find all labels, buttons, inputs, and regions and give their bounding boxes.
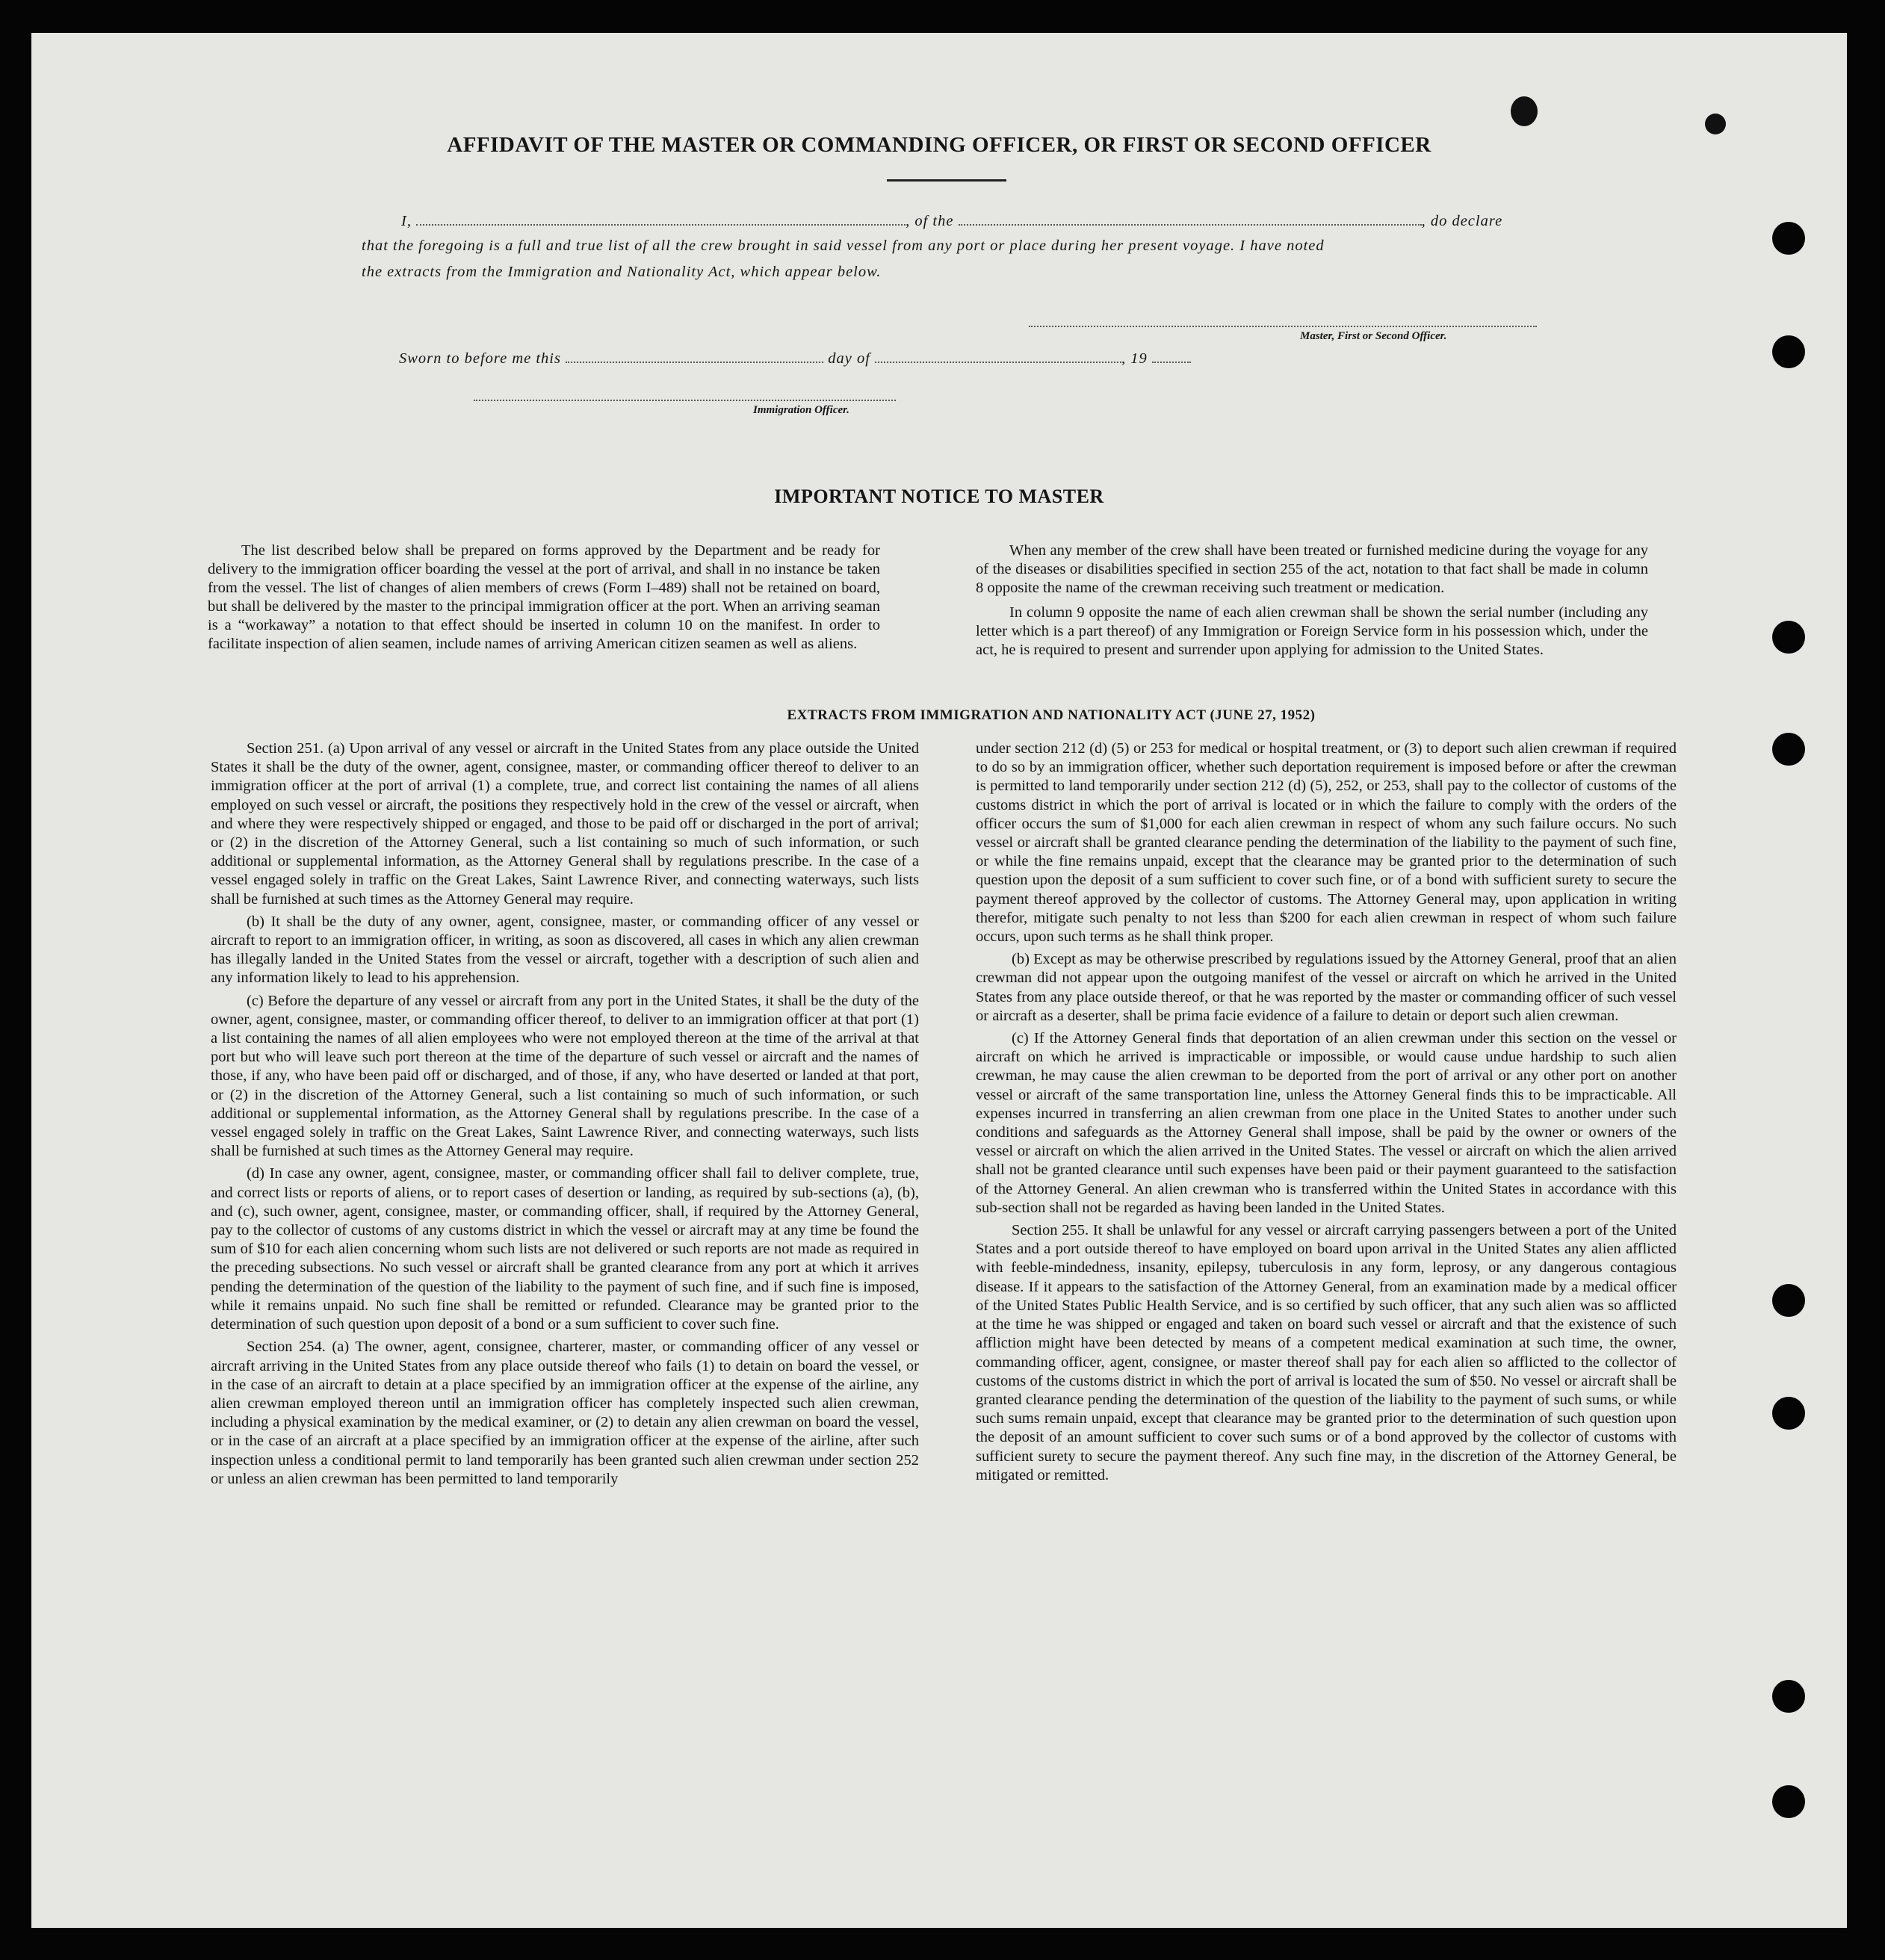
- punch-hole: [1772, 621, 1805, 654]
- notice-left-column: [208, 542, 880, 660]
- master-signature-line: [1029, 326, 1537, 327]
- day-of-label: day of: [828, 350, 870, 367]
- section-254-b: (b) Except as may be otherwise prescribed by regulations issued by the Attorney General, proof that an alien crewman did not appear upon the outgoing manifest of the vessel or aircraft on which he arrived in the United States from any place outside thereof, or that he was reported by the master or commanding officer of such vessel or aircraft as a deserter, shall be prima facie evidence of a failure to detain or deport such alien crewman.: [976, 951, 1677, 1024]
- section-254-c: (c) If the Attorney General finds that deportation of an alien crewman under this section on the vessel or aircraft on which he arrived is impracticable or impossible, or would cause undue hardship to such alien crewman, he may cause the alien crewman to be deported from the port of arrival or any other port on another vessel or aircraft of the same transportation line, unless the Attorney General finds this to be impracticable. All expenses incurred in transferring an alien crewman from one place in the United States to another under such conditions and safeguards as the Attorney General shall impose, shall be paid by the owner or owners of the vessel or aircraft on which the alien arrived in the United States. The vessel or aircraft on which the alien arrived shall not be granted clearance until such expenses have been paid or their payment guaranteed to the satisfaction of the Attorney General. An alien crewman who is transferred within the United States in accordance with this sub-section shall not be regarded as having been landed in the United States.: [976, 1030, 1677, 1216]
- notice-title: IMPORTANT NOTICE TO MASTER: [774, 486, 1104, 507]
- year-label: , 19: [1121, 350, 1148, 367]
- notice-right-para-2: In column 9 opposite the name of each alien crewman shall be shown the serial number (including any letter which is a part thereof) of any Immigration or Foreign Service form in his possession which, under the act, he is required to present and surrender upon applying for admission to the United States.: [976, 604, 1648, 658]
- notice-left-para: The list described below shall be prepared on forms approved by the Department and be ready for delivery to the immigration officer boarding the vessel at the port of arrival, and shall in no instance be taken from the vessel. The list of changes of alien members of crews (Form I–489) shall not be retained on board, but shall be delivered by the master to the principal immigration officer at the port. When an arriving seaman is a “workaway” a notation to that effect should be inserted in column 10 on the manifest. In order to facilitate inspection of alien seamen, include names of arriving American citizen seamen as well as aliens.: [208, 542, 880, 652]
- section-254-a: Section 254. (a) The owner, agent, consignee, charterer, master, or commanding officer of any vessel or aircraft arriving in the United States from any place outside thereof who fails (1) to detain on board the vessel, or in the case of an aircraft to detain at a place specified by an immigration officer at the expense of the airline, any alien crewman employed thereon until an immigration officer has completely inspected such alien crewman, including a physical examination by the medical examiner, or (2) to detain any alien crewman on board the vessel, or in the case of an aircraft at a place specified by an immigration officer at the expense of the airline, after such inspection unless a conditional permit to land temporarily has been granted such alien crewman under section 252 or unless an alien crewman has been permitted to land temporarily: [211, 1339, 919, 1487]
- extracts-left-column: [211, 739, 919, 1492]
- title-underline: [887, 179, 1006, 182]
- declaration-text-3: the extracts from the Immigration and Nationality Act, which appear below.: [362, 264, 882, 280]
- sworn-label: Sworn to before me this: [399, 350, 561, 367]
- ink-speck: [1705, 114, 1726, 134]
- declaration-text-2: that the foregoing is a full and true list of all the crew brought in said vessel from any port or place during her present voyage. I have noted: [362, 238, 1325, 254]
- punch-hole: [1772, 733, 1805, 766]
- punch-hole: [1772, 1397, 1805, 1430]
- punch-hole: [1772, 1785, 1805, 1818]
- section-251-a: Section 251. (a) Upon arrival of any vessel or aircraft in the United States from any place outside the United States it shall be the duty of the owner, agent, consignee, master, or commanding officer thereof to deliver to an immigration officer at the port of arrival (1) a complete, true, and correct list containing the names of all aliens employed on such vessel or aircraft, the positions they respectively hold in the crew of the vessel or aircraft, when and where they were respectively shipped or engaged, and those to be paid off or discharged in the port of arrival; or (2) in the discretion of the Attorney General, such a list containing so much of such information, or such additional or supplemental information, as the Attorney General shall by regulations prescribe. In the case of a vessel engaged solely in traffic on the Great Lakes, Saint Lawrence River, and connecting waterways, such lists shall be furnished at such times as the Attorney General may require.: [211, 740, 919, 908]
- do-declare-label: , do declare: [1421, 213, 1503, 229]
- ink-speck: [1511, 96, 1538, 126]
- month-blank: [875, 348, 1121, 363]
- master-caption: Master, First or Second Officer.: [1300, 330, 1447, 342]
- of-the-label: , of the: [906, 213, 954, 229]
- affidavit-title: AFFIDAVIT OF THE MASTER OR COMMANDING OFFICER, OR FIRST OR SECOND OFFICER: [447, 133, 1431, 157]
- extracts-title: EXTRACTS FROM IMMIGRATION AND NATIONALITY ACT (JUNE 27, 1952): [787, 707, 1316, 723]
- section-251-b: (b) It shall be the duty of any owner, agent, consignee, master, or commanding officer of any vessel or aircraft to report to an immigration officer, in writing, as soon as discovered, all cases in which any alien crewman has illegally landed in the United States from the vessel or aircraft, together with a description of such alien and any information likely to lead to his apprehension.: [211, 913, 919, 987]
- officer-signature-line: [474, 400, 896, 401]
- officer-caption: Immigration Officer.: [753, 404, 849, 416]
- section-251-d: (d) In case any owner, agent, consignee, master, or commanding officer shall fail to deliver complete, true, and correct lists or reports of aliens, or to report cases of desertion or landing, as required by sub-sections (a), (b), and (c), such owner, agent, consignee, master, or commanding officer, shall, if required by the Attorney General, pay to the collector of customs of any customs district in which the vessel or aircraft may at any time be found the sum of $10 for each alien concerning whom such lists are not delivered or such reports are not made as required in the preceding subsections. No such vessel or aircraft shall be granted clearance from any port at which it arrives pending the determination of the question of the liability to the payment of such fine, and if such fine is imposed, while it remains unpaid. No such fine shall be remitted or refunded. Clearance may be granted prior to the determination of such question upon deposit of a bond or a sum sufficient to cover such fine.: [211, 1165, 919, 1333]
- extracts-right-column: [976, 739, 1677, 1489]
- document-page: [31, 33, 1847, 1928]
- name-blank: [416, 211, 906, 226]
- section-254-a-continued: under section 212 (d) (5) or 253 for medical or hospital treatment, or (3) to deport such alien crewman if required to do so by an immigration officer, whether such deportation requirement is imposed before or after the crewman is permitted to land temporarily under section 212 (d) (5), 252, or 253, shall pay to the collector of customs of the customs district in which the port of arrival is located or in which the failure to comply with the orders of the officer occurs the sum of $1,000 for each alien crewman in respect of whom any such failure occurs. No such vessel or aircraft shall be granted clearance pending the determination of the liability to the payment of such fine, or while the fine remains unpaid, except that the clearance may be granted prior to the determination of such question upon the deposit of a sum sufficient to cover such fine, or of a bond with sufficient surety to secure the payment thereof approved by the collector of customs. The Attorney General may, upon application in writing therefor, mitigate such penalty to not less than $200 for each alien crewman in respect of whom such failure occurs, upon such terms as he shall think proper.: [976, 740, 1677, 946]
- punch-hole: [1772, 222, 1805, 255]
- sworn-line: [399, 348, 1191, 368]
- vessel-blank: [959, 211, 1422, 226]
- section-255: Section 255. It shall be unlawful for any vessel or aircraft carrying passengers between a port of the United States and a port outside thereof to have employed on board upon arrival in the United States any alien afflicted with feeble-mindedness, insanity, epilepsy, tuberculosis in any form, leprosy, or any dangerous contagious disease. If it appears to the satisfaction of the Attorney General, from an examination made by a medical officer of the United States Public Health Service, and is so certified by such officer, that any such alien was so afflicted at the time he was shipped or engaged and taken on board such vessel or aircraft and that the existence of such affliction might have been detected by means of a competent medical examination at such time, the owner, commanding officer, agent, consignee, or master thereof shall pay for each alien so afflicted to the collector of customs of the customs district in which the port of arrival is located the sum of $50. No vessel or aircraft shall be granted clearance pending the determination of the question of the liability to the payment of such sums, or while such sums remain unpaid, except that clearance may be granted prior to the determination of such question upon the deposit of an amount sufficient to cover such sums or of a bond approved by the collector of customs with sufficient surety to secure the payment thereof. Any such fine may, in the discretion of the Attorney General, be mitigated or remitted.: [976, 1222, 1677, 1483]
- notice-right-column: [976, 542, 1648, 666]
- notice-right-para-1: When any member of the crew shall have been treated or furnished medicine during the voyage for any of the diseases or disabilities specified in section 255 of the act, notation to that fact shall be made in column 8 opposite the name of the crewman receiving such treatment or medication.: [976, 542, 1648, 596]
- declaration-line: [401, 211, 1502, 230]
- punch-hole: [1772, 335, 1805, 368]
- punch-hole: [1772, 1284, 1805, 1317]
- section-251-c: (c) Before the departure of any vessel or aircraft from any port in the United States, it shall be the duty of the owner, agent, consignee, master, or commanding officer thereof, to deliver to an immigration officer at that port (1) a list containing the names of all alien employees who were not employed thereon at the time of the arrival at that port but who will leave such port thereon at the time of the departure of such vessel or aircraft and the names of those, if any, who have been paid off or discharged, and of those, if any, who have deserted or landed at that port, or (2) in the discretion of the Attorney General, such a list containing so much of such information, or such additional or supplemental information, as the Attorney General shall by regulations prescribe. In the case of a vessel engaged solely in traffic on the Great Lakes, Saint Lawrence River, and connecting waterways, such lists shall be furnished at such times as the Attorney General may require.: [211, 992, 919, 1160]
- i-label: I,: [401, 213, 412, 229]
- punch-hole: [1772, 1680, 1805, 1713]
- year-blank: [1152, 348, 1191, 363]
- day-blank: [566, 348, 823, 363]
